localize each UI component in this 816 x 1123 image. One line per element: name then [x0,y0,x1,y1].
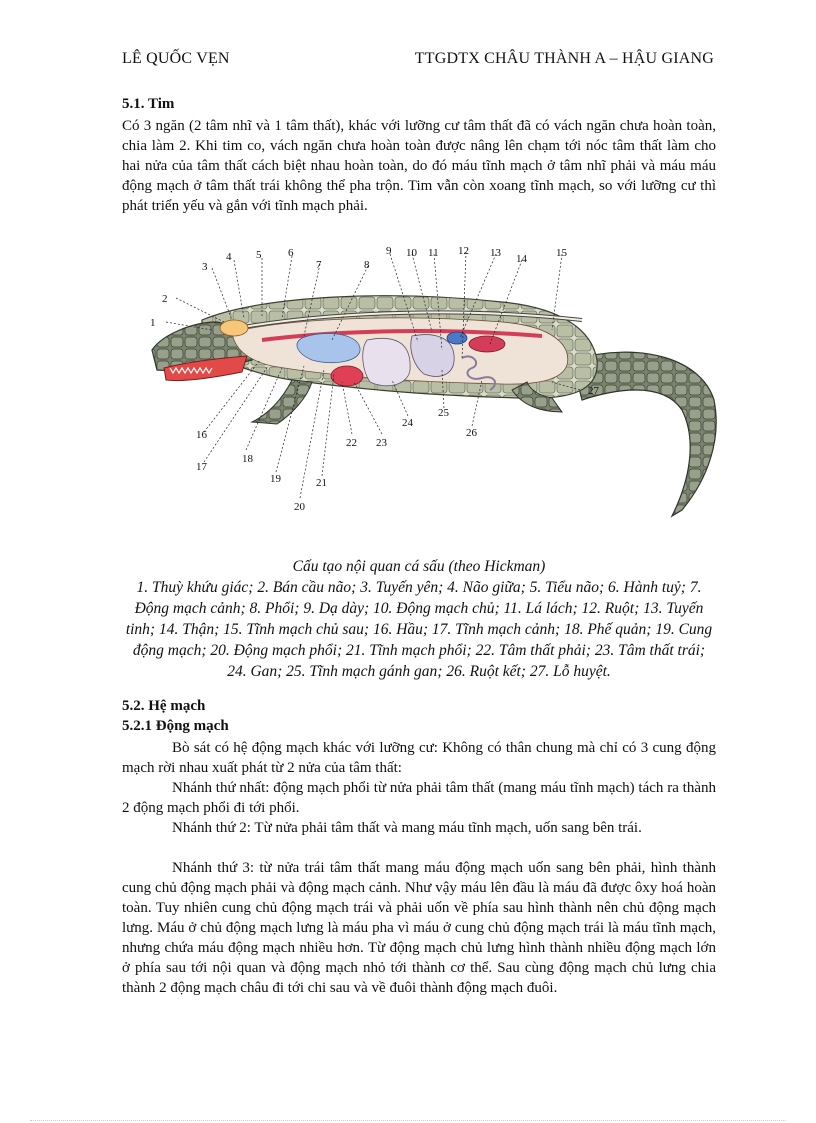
fig-label: 21 [316,477,327,489]
liver [363,338,410,385]
page-header [122,50,714,72]
paragraph-arteries-intro: Bò sát có hệ động mạch khác với lưỡng cư: Không có thân chung mà chỉ có 3 cung động mạch rời nhau xuất phát từ 2 nửa của tâm thất: [122,740,716,776]
fig-label: 17 [196,461,207,473]
fig-label: 23 [376,437,387,449]
fig-label: 12 [458,245,469,257]
fig-label: 1 [150,317,156,329]
front-leg [252,380,312,424]
fig-label: 19 [270,473,281,485]
paragraph-branch-2: Nhánh thứ 2: Từ nửa phải tâm thất và mang máu tĩnh mạch, uốn sang bên trái. [172,820,642,836]
brain [220,320,248,336]
fig-label: 5 [256,249,262,261]
header-author: LÊ QUỐC VẸN [122,50,230,67]
caption-title: Cấu tạo nội quan cá sấu (theo Hickman) [292,558,546,575]
fig-label: 2 [162,293,168,305]
paragraph-branch-3: Nhánh thứ 3: từ nửa trái tâm thất mang máu động mạch uốn sang bên phải, hình thành cung chủ động mạch phải và động mạch cảnh. Như vậy máu lên đầu là máu đã được ôxy hoá hoàn toàn. Tuy nhiên cung chủ động mạch trái và phải uốn về phía sau hình thành nên chủ động mạch lưng. Máu ở chủ động mạch lưng là máu pha vì máu ở cung chủ động mạch trái là máu tĩnh mạch, nhưng chứa máu động mạch nhiều hơn. Từ động mạch chủ lưng hình thành nhiều động mạch lớn ở phía sau tới nội quan và động mạch nhỏ tới thành cơ thể. Sau cùng động mạch chủ lưng chia thành 2 động mạch châu đi tới chi sau và về đuôi thành động mạch đuôi. [122,860,716,996]
heart [331,366,363,386]
fig-label: 6 [288,247,294,259]
gonad [447,332,467,344]
fig-label: 8 [364,259,370,271]
fig-label: 24 [402,417,413,429]
header-center: TTGDTX CHÂU THÀNH A – HẬU GIANG [414,50,714,67]
heading-heart: 5.1. Tim [122,96,175,112]
fig-label: 20 [294,501,305,513]
fig-label: 11 [428,247,439,259]
fig-label: 9 [386,245,392,257]
fig-label: 3 [202,261,208,273]
fig-label: 4 [226,251,232,263]
fig-label: 16 [196,429,207,441]
fig-label: 15 [556,247,567,259]
fig-label: 14 [516,253,527,265]
fig-label: 25 [438,407,449,419]
heading-vascular: 5.2. Hệ mạch [122,698,206,714]
fig-label: 26 [466,427,477,439]
page-bottom-divider [30,1120,786,1121]
kidney [469,336,505,352]
fig-label: 22 [346,437,357,449]
fig-label: 7 [316,259,322,271]
fig-label: 18 [242,453,253,465]
paragraph-branch-1: Nhánh thứ nhất: động mạch phổi từ nửa phải tâm thất (mang máu tĩnh mạch) tách ra thành 2 động mạch phổi đi tới phổi. [122,780,716,816]
paragraph-heart: Có 3 ngăn (2 tâm nhĩ và 1 tâm thất), khác với lưỡng cư tâm thất đã có vách ngăn chưa hoàn toàn, chia làm 2. Khi tim co, vách ngăn chưa hoàn toàn được nâng lên chạm tới nóc tâm thất làm cho hai nửa của tâm thất cách biệt nhau hoàn toàn, do đó máu tĩnh mạch ở tâm nhĩ phải và máu máu động mạch ở tâm thất trái không thể pha trộn. Tim vẫn còn xoang tĩnh mạch, so với lưỡng cư thì phát triển yếu và gắn với tĩnh mạch phải. [122,118,716,214]
figure-caption [122,556,716,682]
fig-label: 27 [588,385,599,397]
crocodile-anatomy-figure [142,240,722,518]
fig-label: 13 [490,247,501,259]
fig-label: 10 [406,247,417,259]
caption-body: 1. Thuỳ khứu giác; 2. Bán cầu não; 3. Tuyến yên; 4. Não giữa; 5. Tiểu não; 6. Hành tuỷ; 7. Động mạch cảnh; 8. Phổi; 9. Dạ dày; 10. Động mạch chủ; 11. Lá lách; 12. Ruột; 13. Tuyến tinh; 14. Thận; 15. Tĩnh mạch chủ sau; 16. Hầu; 17. Tĩnh mạch cảnh; 18. Phế quản; 19. Cung động mạch; 20. Động mạch phổi; 21. Tĩnh mạch phổi; 22. Tâm thất phải; 23. Tâm thất trái; 24. Gan; 25. Tĩnh mạch gánh gan; 26. Ruột kết; 27. Lỗ huyệt. [125,579,713,680]
heading-arteries: 5.2.1 Động mạch [122,718,229,734]
